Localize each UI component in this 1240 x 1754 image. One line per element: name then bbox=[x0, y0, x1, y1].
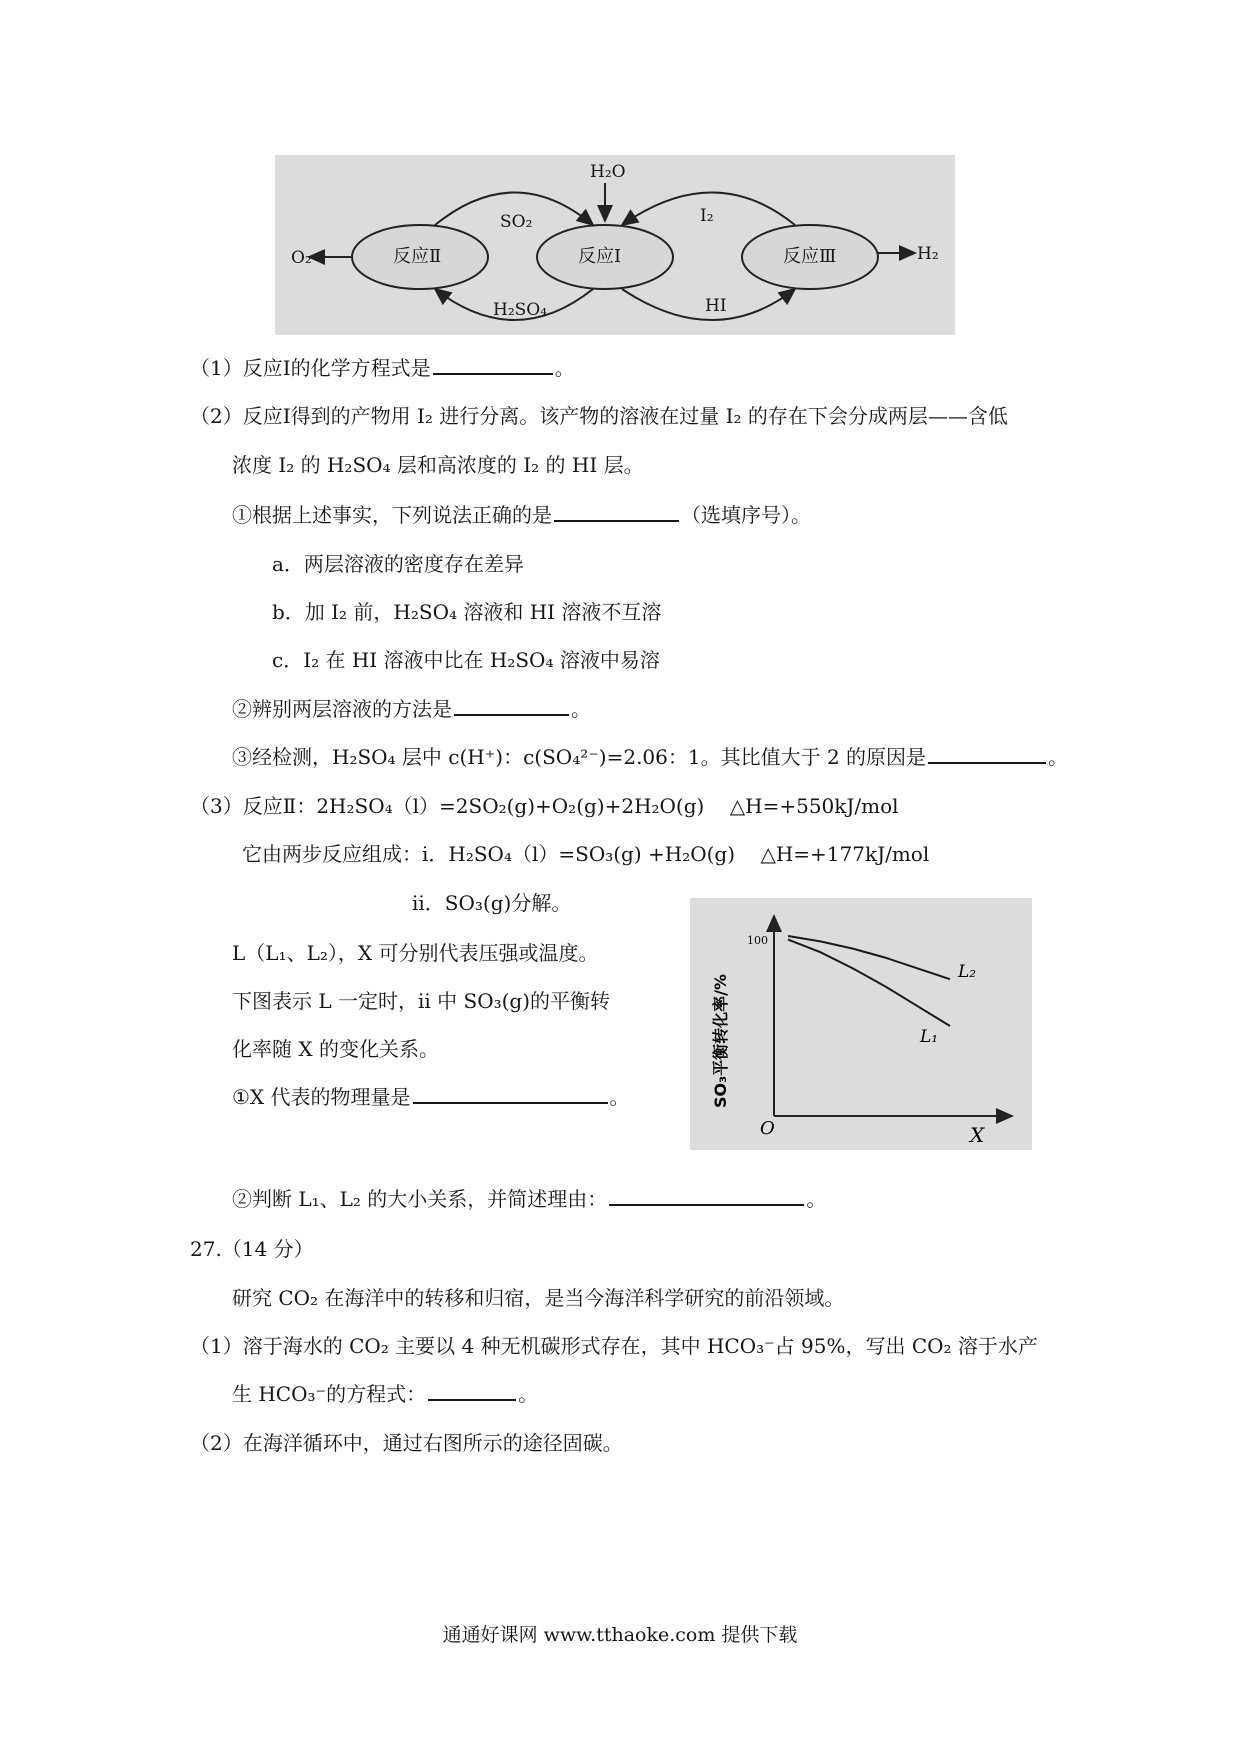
q1-text: （1）反应I的化学方程式是 bbox=[190, 356, 431, 380]
q2-line-1: （2）反应I得到的产物用 I₂ 进行分离。该产物的溶液在过量 I₂ 的存在下会分成两层——含低 bbox=[190, 404, 1008, 428]
q3-line-1: （3）反应Ⅱ：2H₂SO₄（l）=2SO₂(g)+O₂(g)+2H₂O(g) △H=+550kJ/mol bbox=[190, 794, 899, 818]
chart-y-tick: 100 bbox=[747, 934, 768, 947]
q3-sub1-text: ①X 代表的物理量是 bbox=[232, 1085, 411, 1109]
chart-origin-label: O bbox=[760, 1118, 775, 1139]
q3-line-5: 下图表示 L 一定时，ii 中 SO₃(g)的平衡转 bbox=[232, 989, 611, 1013]
chart-series-line-1 bbox=[788, 936, 950, 979]
label-reaction-1: 反应Ⅰ bbox=[578, 246, 622, 267]
q27-part1-answer-blank[interactable] bbox=[428, 1381, 516, 1401]
label-reaction-2: 反应Ⅱ bbox=[393, 246, 442, 267]
q2-line-2: 浓度 I₂ 的 H₂SO₄ 层和高浓度的 I₂ 的 HI 层。 bbox=[232, 453, 644, 477]
q2-sub3-line bbox=[232, 744, 1068, 770]
q27-intro: 研究 CO₂ 在海洋中的转移和归宿，是当今海洋科学研究的前沿领域。 bbox=[232, 1286, 845, 1310]
q2-sub1-line bbox=[232, 502, 811, 528]
reaction-cycle-diagram bbox=[275, 155, 955, 335]
q2-option-c: c．I₂ 在 HI 溶液中比在 H₂SO₄ 溶液中易溶 bbox=[272, 648, 660, 672]
chart-x-label: X bbox=[970, 1123, 985, 1147]
q3-sub2-line bbox=[232, 1186, 826, 1212]
label-h2: H₂ bbox=[917, 244, 939, 264]
q1-end: 。 bbox=[554, 356, 575, 380]
q3-sub2-text: ②判断 L₁、L₂ 的大小关系，并简述理由： bbox=[232, 1187, 608, 1211]
q2-sub1-text: ①根据上述事实，下列说法正确的是 bbox=[232, 503, 552, 527]
q2-sub2-line bbox=[232, 696, 591, 722]
chart-series-label-1: L₂ bbox=[958, 962, 977, 983]
page-footer: 通通好课网 www.tthaoke.com 提供下载 bbox=[442, 1624, 798, 1646]
chart-series-label-2: L₁ bbox=[920, 1027, 939, 1047]
q2-sub1-answer-blank[interactable] bbox=[554, 502, 679, 522]
q2-option-b: b．加 I₂ 前，H₂SO₄ 溶液和 HI 溶液不互溶 bbox=[272, 600, 662, 624]
q27-heading: 27.（14 分） bbox=[190, 1237, 314, 1261]
chart-y-label: SO₃平衡转化率/% bbox=[711, 973, 730, 1108]
label-i2: I₂ bbox=[700, 206, 714, 226]
label-so2: SO₂ bbox=[500, 212, 533, 232]
q2-sub1-end: （选填序号）。 bbox=[681, 503, 811, 527]
q3-sub1-line bbox=[232, 1084, 630, 1110]
q3-line-2: 它由两步反应组成：i．H₂SO₄（l）=SO₃(g) +H₂O(g) △H=+177kJ/mol bbox=[242, 842, 930, 866]
q27-part2-line: （2）在海洋循环中，通过右图所示的途径固碳。 bbox=[190, 1431, 623, 1455]
q27-part1-line-1: （1）溶于海水的 CO₂ 主要以 4 种无机碳形式存在，其中 HCO₃⁻占 95%，写出 CO₂ 溶于水产 bbox=[190, 1334, 1038, 1358]
label-h2o: H₂O bbox=[590, 162, 626, 182]
q1-line bbox=[190, 355, 575, 381]
q3-sub2-end: 。 bbox=[806, 1187, 827, 1211]
q2-sub3-text: ③经检测，H₂SO₄ 层中 c(H⁺)：c(SO₄²⁻)=2.06：1。其比值大于 2 的原因是 bbox=[232, 745, 927, 769]
label-o2: O₂ bbox=[291, 248, 312, 268]
q3-sub1-answer-blank[interactable] bbox=[413, 1084, 608, 1104]
q2-sub2-answer-blank[interactable] bbox=[454, 696, 569, 716]
q2-option-a: a．两层溶液的密度存在差异 bbox=[272, 552, 524, 576]
so3-conversion-chart bbox=[690, 898, 1032, 1150]
q2-sub2-text: ②辨别两层溶液的方法是 bbox=[232, 697, 452, 721]
q3-line-6: 化率随 X 的变化关系。 bbox=[232, 1037, 439, 1061]
q3-sub2-answer-blank[interactable] bbox=[609, 1186, 804, 1206]
q27-part1-text: 生 HCO₃⁻的方程式： bbox=[232, 1382, 427, 1406]
q1-answer-blank[interactable] bbox=[433, 355, 553, 375]
q27-part1-end: 。 bbox=[518, 1382, 539, 1406]
q2-sub3-end: 。 bbox=[1048, 745, 1069, 769]
q27-part1-line-2 bbox=[232, 1381, 538, 1407]
q3-line-4: L（L₁、L₂），X 可分别代表压强或温度。 bbox=[232, 941, 599, 965]
q3-line-3: ii．SO₃(g)分解。 bbox=[412, 891, 572, 915]
label-hi: HI bbox=[705, 296, 727, 316]
label-reaction-3: 反应Ⅲ bbox=[783, 246, 837, 267]
label-h2so4: H₂SO₄ bbox=[493, 300, 548, 320]
q2-sub2-end: 。 bbox=[571, 697, 591, 721]
q3-sub1-end: 。 bbox=[609, 1085, 630, 1109]
q2-sub3-answer-blank[interactable] bbox=[928, 744, 1046, 764]
